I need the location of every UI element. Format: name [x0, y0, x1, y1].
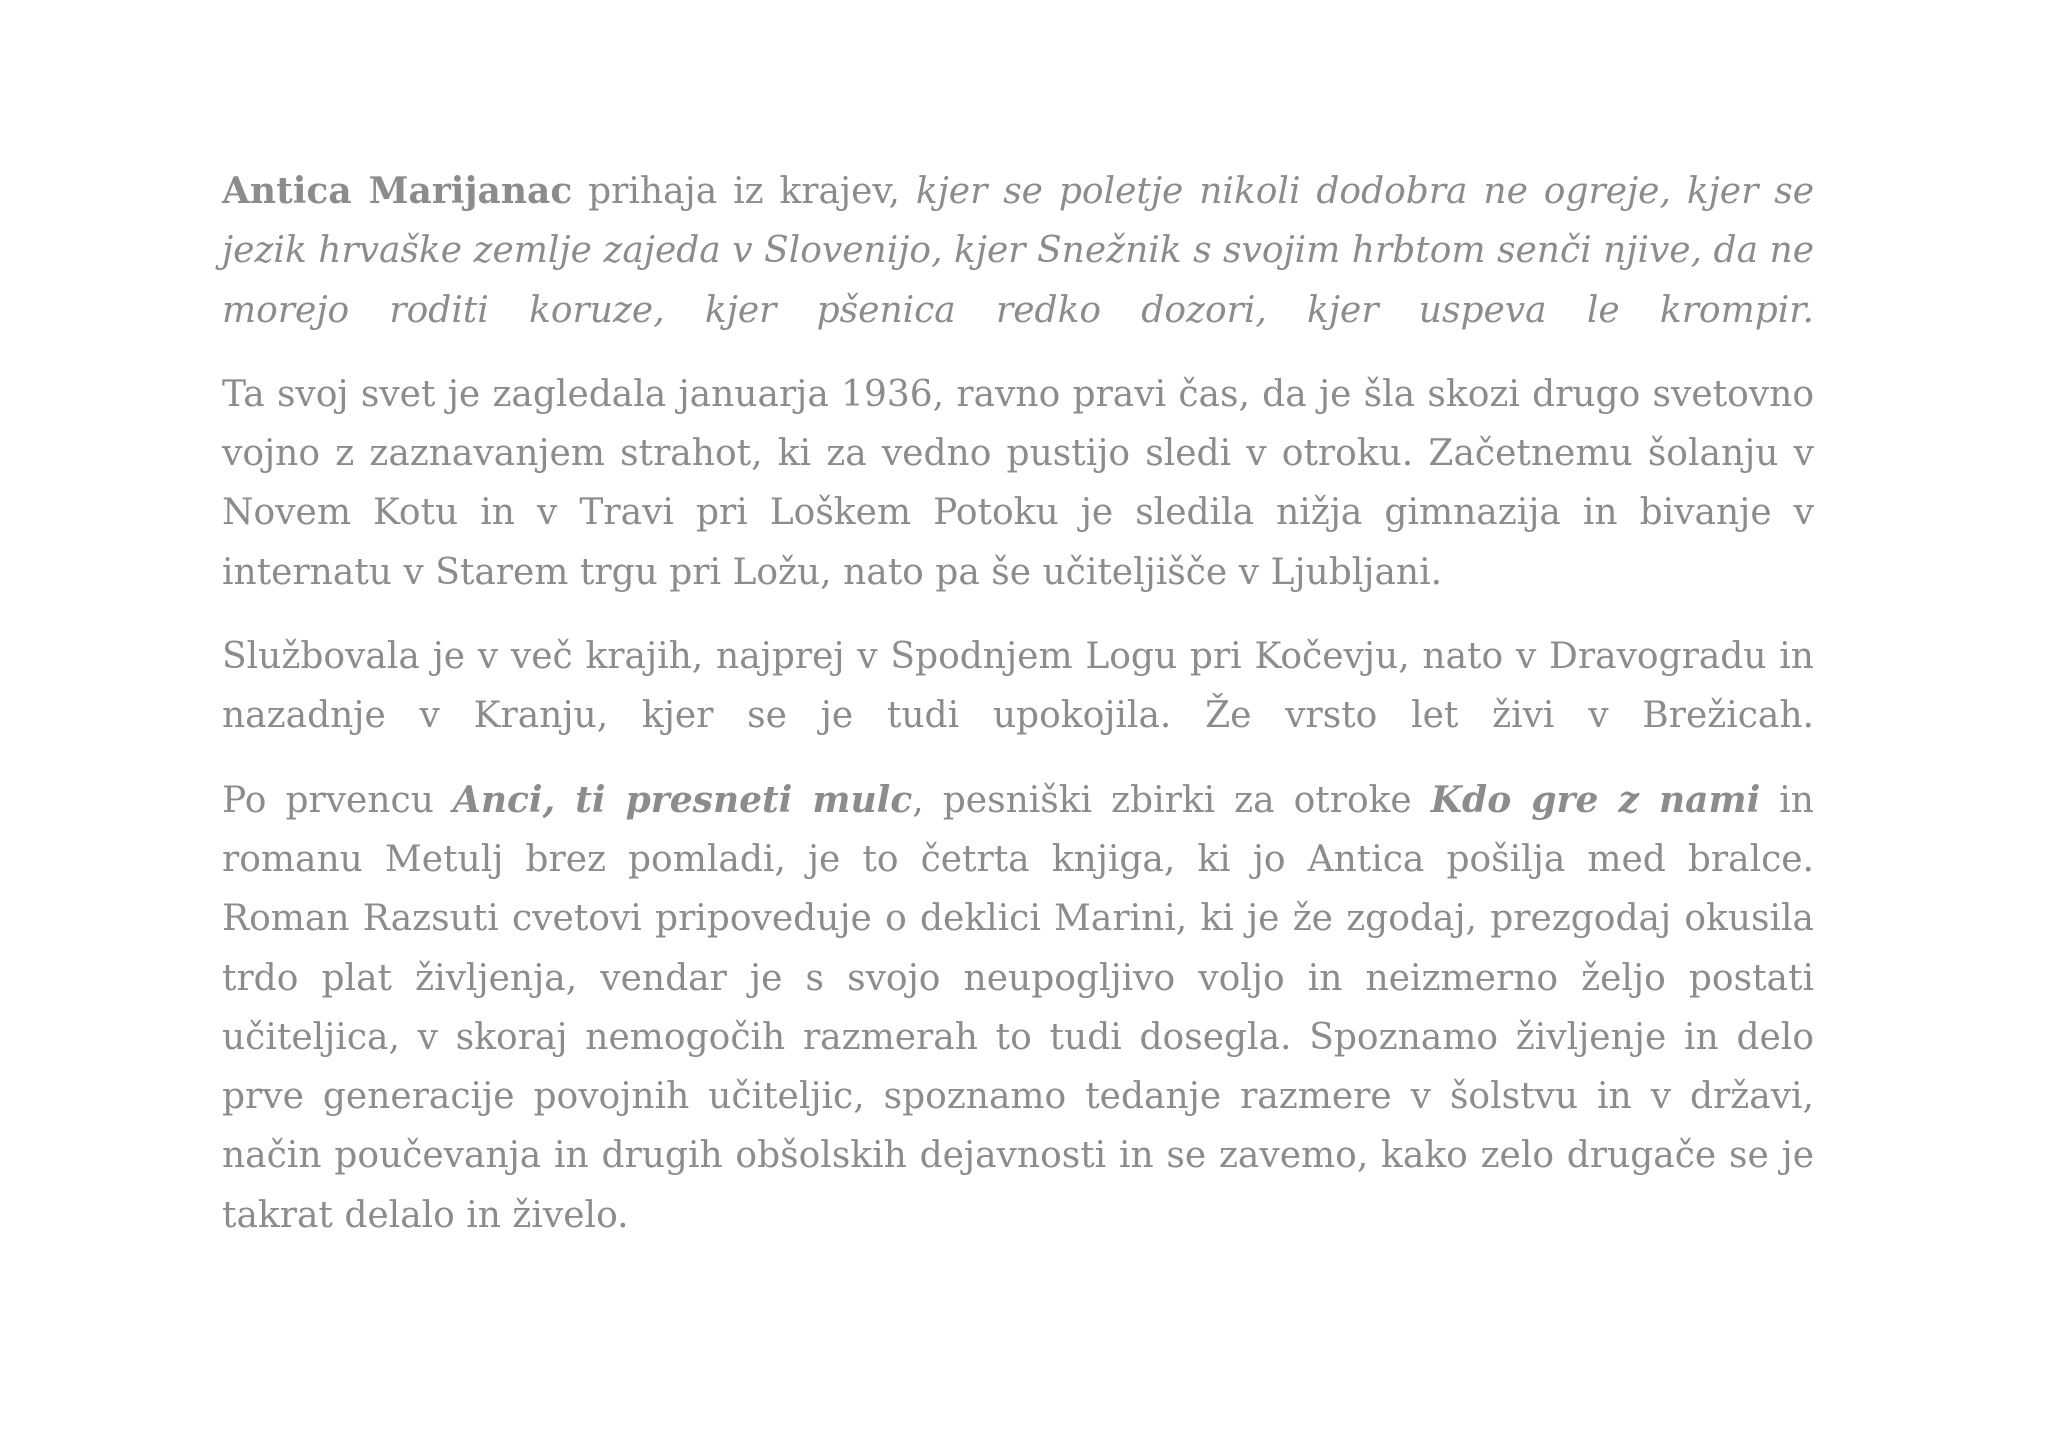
paragraph-intro — [222, 162, 1814, 340]
intro-italic-text: kjer se poletje nikoli dodobra ne ogreje, kjer se jezik hrvaške zemlje zajeda v Slovenijo, kjer Snežnik s svojim hrbtom senči njive, da ne morejo roditi koruze, kjer pšenica redko dozori, kjer uspeva le krompir. — [222, 171, 1814, 331]
author-name: Antica Marijanac — [222, 170, 573, 212]
paragraph-childhood: Ta svoj svet je zagledala januarja 1936, ravno pravi čas, da je šla skozi drugo svetovno vojno z zaznavanjem strahot, ki za vedno pustijo sledi v otroku. Začetnemu šolanju v Novem Kotu in v Travi pri Loškem Potoku je sledila nižja gimnazija in bivanje v internatu v Starem trgu pri Ložu, nato pa še učiteljišče v Ljubljani. — [222, 373, 1814, 593]
books-text-3: in romanu Metulj brez pomladi, je to četrta knjiga, ki jo Antica pošilja med bralce. Roman Razsuti cvetovi pripoveduje o deklici Marini, ki je že zgodaj, prezgodaj okusila trdo plat življenja, vendar je s svojo neupogljivo voljo in neizmerno željo postati učiteljica, v skoraj nemogočih razmerah to tudi dosegla. Spoznamo življenje in delo prve generacije povojnih učiteljic, spoznamo tedanje razmere v šolstvu in v državi, način poučevanja in drugih obšolskih dejavnosti in se zavemo, kako zelo drugače se je takrat delalo in živelo. — [222, 779, 1814, 1236]
paragraph-career: Službovala je v več krajih, najprej v Spodnjem Logu pri Kočevju, nato v Dravogradu in nazadnje v Kranju, kjer se je tudi upokojila. Že vrsto let živi v Brežicah. — [222, 636, 1814, 737]
books-text-2: , pesniški zbirki za otroke — [912, 779, 1431, 821]
book-title-first: Anci, ti presneti mulc — [452, 778, 913, 821]
intro-text: prihaja iz krajev, — [572, 171, 916, 212]
document-page — [222, 162, 1814, 1245]
book-title-second: Kdo gre z nami — [1430, 778, 1761, 821]
books-text-1: Po prvencu — [222, 779, 453, 821]
paragraph-books — [222, 771, 1814, 1245]
